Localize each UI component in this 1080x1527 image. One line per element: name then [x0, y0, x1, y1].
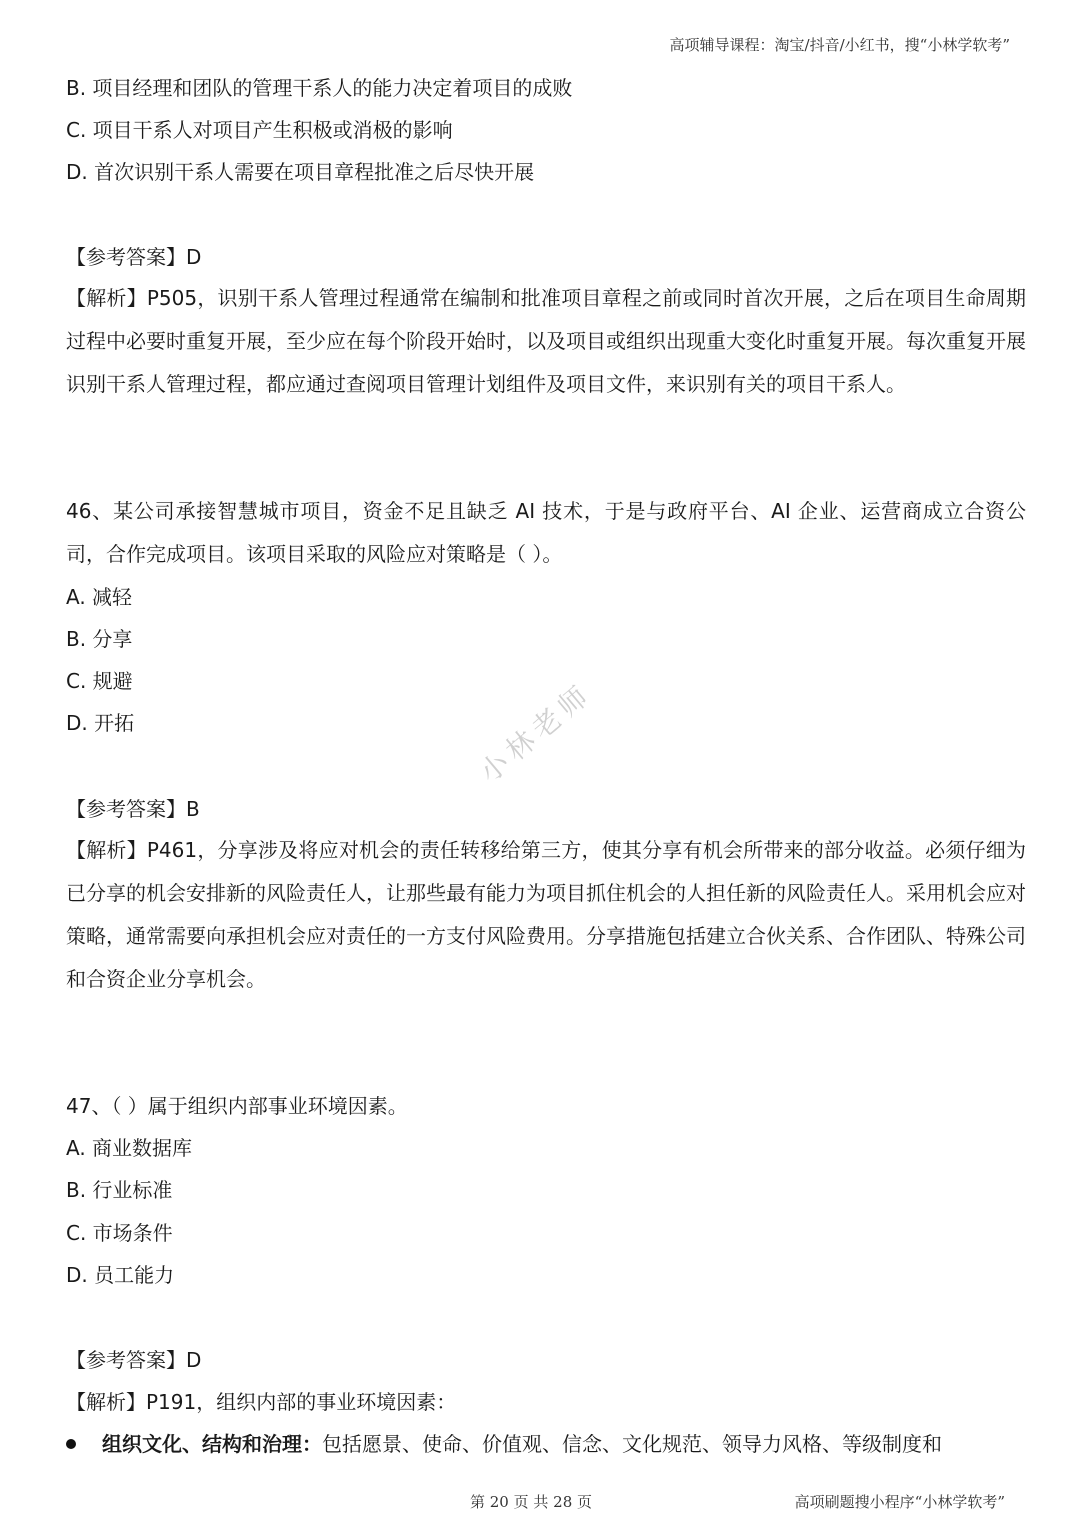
q46-stem: 46、某公司承接智慧城市项目，资金不足且缺乏 AI 技术，于是与政府平台、AI 企业、运营商成立合资公司，合作完成项目。该项目采取的风险应对策略是（ ）。 [66, 499, 1026, 566]
page-number: 第 20 页 共 28 页 [470, 1493, 593, 1511]
bullet-item [66, 1432, 1026, 1456]
q45-option-d: D. 首次识别干系人需要在项目章程批准之后尽快开展 [66, 160, 535, 184]
q47-option-a: A. 商业数据库 [66, 1136, 193, 1160]
q45-analysis: 【解析】P505，识别干系人管理过程通常在编制和批准项目章程之前或同时首次开展，之后在项目生命周期过程中必要时重复开展，至少应在每个阶段开始时，以及项目或组织出现重大变化时重复开展。每次重复开展识别干系人管理过程，都应通过查阅项目管理计划组件及项目文件，来识别有关的项目干系人。 [66, 286, 1026, 396]
q45-option-c: C. 项目干系人对项目产生积极或消极的影响 [66, 118, 453, 142]
q46-option-a: A. 减轻 [66, 585, 133, 609]
bullet-text: 包括愿景、使命、价值观、信念、文化规范、领导力风格、等级制度和 [322, 1432, 942, 1456]
q47-answer: 【参考答案】D [66, 1348, 202, 1372]
q45-option-b: B. 项目经理和团队的管理干系人的能力决定着项目的成败 [66, 76, 573, 100]
q47-option-d: D. 员工能力 [66, 1263, 175, 1287]
q46-option-b: B. 分享 [66, 627, 133, 651]
header-note: 高项辅导课程：淘宝/抖音/小红书，搜“小林学软考” [669, 36, 1010, 54]
bullet-heading: 组织文化、结构和治理： [102, 1432, 322, 1456]
q47-analysis: 【解析】P191，组织内部的事业环境因素： [66, 1390, 457, 1414]
q47-option-b: B. 行业标准 [66, 1178, 173, 1202]
q46-answer: 【参考答案】B [66, 797, 200, 821]
q47-stem: 47、（ ）属于组织内部事业环境因素。 [66, 1094, 408, 1118]
q45-answer: 【参考答案】D [66, 245, 202, 269]
q46-option-c: C. 规避 [66, 669, 133, 693]
watermark: 小林老师 [473, 676, 599, 790]
q46-analysis: 【解析】P461，分享涉及将应对机会的责任转移给第三方，使其分享有机会所带来的部分收益。必须仔细为已分享的机会安排新的风险责任人，让那些最有能力为项目抓住机会的人担任新的风险责任人。采用机会应对策略，通常需要向承担机会应对责任的一方支付风险费用。分享措施包括建立合伙关系、合作团队、特殊公司和合资企业分享机会。 [66, 838, 1026, 991]
q47-option-c: C. 市场条件 [66, 1221, 173, 1245]
footer-note: 高项刷题搜小程序“小林学软考” [794, 1493, 1005, 1511]
q46-option-d: D. 开拓 [66, 711, 135, 735]
bullet-icon [66, 1439, 76, 1449]
